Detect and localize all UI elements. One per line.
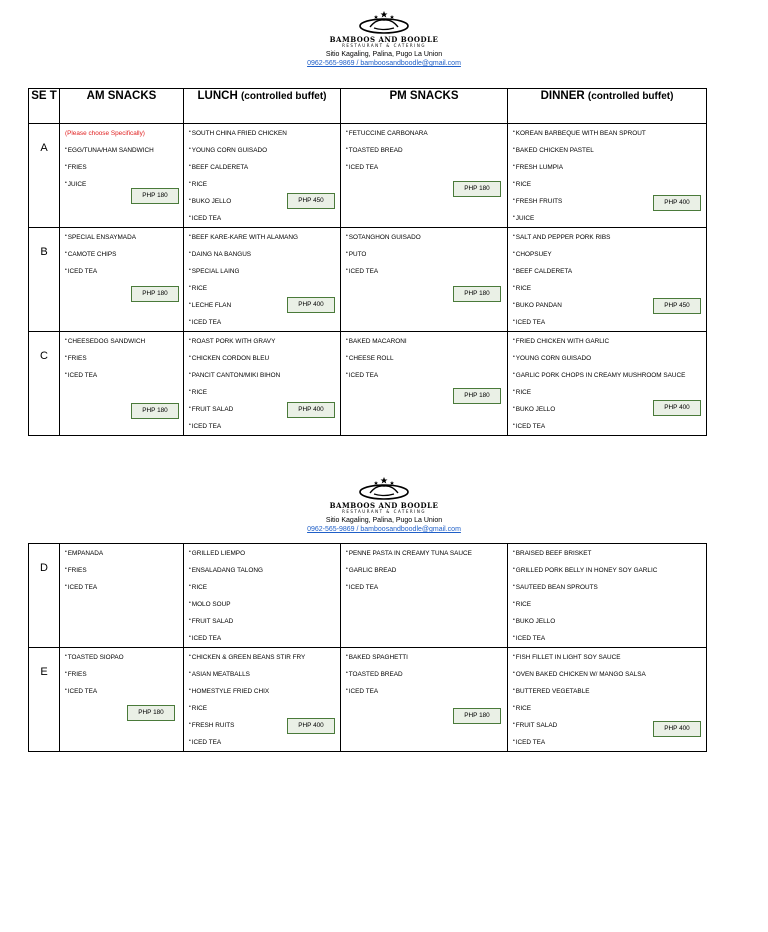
choose-note: (Please choose Specifically) [65, 130, 145, 137]
menu-item: • BAKED SPAGHETTI [346, 649, 507, 666]
menu-item: • ICED TEA [346, 367, 507, 384]
menu-item: • TOASTED BREAD [346, 666, 507, 683]
table-row [29, 228, 707, 332]
menu-item: • BAKED CHICKEN PASTEL [513, 142, 706, 159]
pm-snacks-cell [341, 544, 508, 648]
menu-item: • ICED TEA [346, 263, 507, 280]
menu-item: • ROAST PORK WITH GRAVY [189, 333, 340, 350]
menu-item: • RICE [513, 176, 706, 193]
brand-name: BAMBOOS AND BOODLE [329, 501, 439, 510]
menu-item: • TOASTED SIOPAO [65, 649, 183, 666]
menu-item: • ICED TEA [189, 314, 340, 331]
menu-item: • BRAISED BEEF BRISKET [513, 545, 706, 562]
menu-item: • BUKO JELLO [189, 193, 340, 210]
menu-item: • BUKO JELLO [513, 401, 706, 418]
menu-item: • RICE [513, 596, 706, 613]
menu-item: • LECHE FLAN [189, 297, 340, 314]
menu-item: • ICED TEA [513, 418, 706, 435]
price-box: PHP 180 [453, 286, 501, 302]
lunch-cell [184, 544, 341, 648]
address: Sitio Kagaling, Palina, Pugo La Union [325, 517, 443, 524]
col-header-set: SE T [29, 89, 60, 124]
menu-item: • CHICKEN & GREEN BEANS STIR FRY [189, 649, 340, 666]
menu-item: • HOMESTYLE FRIED CHIX [189, 683, 340, 700]
menu-item: • GARLIC BREAD [346, 562, 507, 579]
menu-item: • CHEESE ROLL [346, 350, 507, 367]
menu-item: • ICED TEA [189, 418, 340, 435]
menu-item: • FRESH FRUITS [513, 193, 706, 210]
table-row [29, 648, 707, 752]
menu-item: • BEEF CALDERETA [189, 159, 340, 176]
menu-item: • SALT AND PEPPER PORK RIBS [513, 229, 706, 246]
menu-item: • ICED TEA [65, 683, 183, 700]
table-row [29, 332, 707, 436]
menu-item: • FRUIT SALAD [513, 717, 706, 734]
brand-subtitle: RESTAURANT & CATERING [342, 43, 426, 48]
menu-item: • ASIAN MEATBALLS [189, 666, 340, 683]
menu-item: • RICE [189, 700, 340, 717]
pm-snacks-cell [341, 228, 508, 332]
menu-item: • GARLIC PORK CHOPS IN CREAMY MUSHROOM SAUCE [513, 367, 706, 384]
menu-item: • RICE [513, 280, 706, 297]
dinner-cell [508, 124, 707, 228]
menu-item: • ICED TEA [189, 630, 340, 647]
price-box: PHP 400 [287, 718, 335, 734]
menu-item: • SAUTEED BEAN SPROUTS [513, 579, 706, 596]
menu-item: • CHOPSUEY [513, 246, 706, 263]
menu-item: • FRESH RUITS [189, 717, 340, 734]
menu-item: • SPECIAL LAING [189, 263, 340, 280]
menu-item: • FRIES [65, 350, 183, 367]
am-snacks-cell [60, 124, 184, 228]
menu-item: • JUICE [513, 210, 706, 227]
pm-snacks-cell [341, 124, 508, 228]
menu-item: • BEEF CALDERETA [513, 263, 706, 280]
menu-item: • SPECIAL ENSAYMADA [65, 229, 183, 246]
menu-item: • MOLO SOUP [189, 596, 340, 613]
restaurant-logo-icon [354, 10, 414, 36]
menu-item: • RICE [513, 384, 706, 401]
menu-item: • DAING NA BANGUS [189, 246, 340, 263]
am-snacks-cell [60, 544, 184, 648]
menu-item: • ICED TEA [513, 734, 706, 751]
menu-item: • ICED TEA [65, 263, 183, 280]
menu-item: • RICE [189, 579, 340, 596]
price-box: PHP 400 [287, 297, 335, 313]
price-box: PHP 400 [653, 400, 701, 416]
menu-item: • ICED TEA [189, 210, 340, 227]
table-row [29, 544, 707, 648]
contact-link[interactable]: 0962-565-9869 / bamboosandboodle@gmail.com [307, 60, 461, 67]
menu-item: • CHEESEDOG SANDWICH [65, 333, 183, 350]
price-box: PHP 450 [287, 193, 335, 209]
am-snacks-cell [60, 228, 184, 332]
menu-table-2 [28, 543, 707, 752]
menu-item: • KOREAN BARBEQUE WITH BEAN SPROUT [513, 125, 706, 142]
col-header-lunch: LUNCH (controlled buffet) [184, 89, 341, 124]
menu-item: • ICED TEA [189, 734, 340, 751]
menu-item: • FRIES [65, 666, 183, 683]
lunch-cell [184, 332, 341, 436]
menu-item: • FRIES [65, 159, 183, 176]
price-box: PHP 180 [131, 403, 179, 419]
menu-item: • ICED TEA [346, 159, 507, 176]
menu-item: • PENNE PASTA IN CREAMY TUNA SAUCE [346, 545, 507, 562]
menu-item: • RICE [189, 280, 340, 297]
menu-item: • BUTTERED VEGETABLE [513, 683, 706, 700]
set-label: B [29, 228, 60, 332]
menu-table-1 [28, 88, 707, 436]
price-box: PHP 180 [453, 181, 501, 197]
menu-item: • ICED TEA [346, 683, 507, 700]
price-box: PHP 400 [653, 721, 701, 737]
col-header-dinner: DINNER (controlled buffet) [508, 89, 707, 124]
menu-item: • BAKED MACARONI [346, 333, 507, 350]
set-label: C [29, 332, 60, 436]
pm-snacks-cell [341, 648, 508, 752]
set-label: E [29, 648, 60, 752]
price-box: PHP 180 [131, 188, 179, 204]
dinner-cell [508, 332, 707, 436]
menu-item: • OVEN BAKED CHICKEN W/ MANGO SALSA [513, 666, 706, 683]
col-header-pm-snacks: PM SNACKS [341, 89, 508, 124]
menu-item: • SOUTH CHINA FRIED CHICKEN [189, 125, 340, 142]
dinner-cell [508, 228, 707, 332]
menu-item: • EGG/TUNA/HAM SANDWICH [65, 142, 183, 159]
col-header-am-snacks: AM SNACKS [60, 89, 184, 124]
menu-item: • BUKO JELLO [513, 613, 706, 630]
menu-item: • GRILLED LIEMPO [189, 545, 340, 562]
lunch-cell [184, 648, 341, 752]
menu-item: • SOTANGHON GUISADO [346, 229, 507, 246]
menu-item: • TOASTED BREAD [346, 142, 507, 159]
lunch-cell [184, 228, 341, 332]
table-header-row [29, 89, 707, 124]
menu-item: • YOUNG CORN GUISADO [189, 142, 340, 159]
menu-item: • ICED TEA [513, 314, 706, 331]
table-row [29, 124, 707, 228]
menu-item: • ICED TEA [65, 367, 183, 384]
pm-snacks-cell [341, 332, 508, 436]
menu-item: • ICED TEA [513, 630, 706, 647]
menu-item: • ICED TEA [65, 579, 183, 596]
letterhead-top [0, 10, 768, 68]
brand-subtitle: RESTAURANT & CATERING [342, 509, 426, 514]
brand-name: BAMBOOS AND BOODLE [329, 35, 439, 44]
menu-item: • ICED TEA [346, 579, 507, 596]
price-box: PHP 450 [653, 298, 701, 314]
lunch-cell [184, 124, 341, 228]
menu-item: • RICE [189, 176, 340, 193]
price-box: PHP 180 [453, 708, 501, 724]
menu-item: • BUKO PANDAN [513, 297, 706, 314]
menu-item: • BEEF KARE-KARE WITH ALAMANG [189, 229, 340, 246]
am-snacks-cell [60, 332, 184, 436]
restaurant-logo-icon [354, 476, 414, 502]
price-box: PHP 400 [653, 195, 701, 211]
menu-item: • FRUIT SALAD [189, 401, 340, 418]
menu-item: • FRIED CHICKEN WITH GARLIC [513, 333, 706, 350]
price-box: PHP 400 [287, 402, 335, 418]
menu-item: • PANCIT CANTON/MIKI BIHON [189, 367, 340, 384]
menu-item: • FISH FILLET IN LIGHT SOY SAUCE [513, 649, 706, 666]
menu-item: • EMPANADA [65, 545, 183, 562]
address: Sitio Kagaling, Palina, Pugo La Union [325, 51, 443, 58]
menu-item: • RICE [513, 700, 706, 717]
menu-item: • CAMOTE CHIPS [65, 246, 183, 263]
set-label: D [29, 544, 60, 648]
price-box: PHP 180 [131, 286, 179, 302]
letterhead-bottom [0, 476, 768, 534]
price-box: PHP 180 [453, 388, 501, 404]
menu-item: • ENSALADANG TALONG [189, 562, 340, 579]
menu-item: • FRUIT SALAD [189, 613, 340, 630]
price-box: PHP 180 [127, 705, 175, 721]
menu-item: • FRESH LUMPIA [513, 159, 706, 176]
dinner-cell [508, 544, 707, 648]
menu-item: • RICE [189, 384, 340, 401]
contact-link[interactable]: 0962-565-9869 / bamboosandboodle@gmail.com [307, 526, 461, 533]
menu-item: • YOUNG CORN GUISADO [513, 350, 706, 367]
menu-item: • CHICKEN CORDON BLEU [189, 350, 340, 367]
menu-item: • FETUCCINE CARBONARA [346, 125, 507, 142]
am-snacks-cell [60, 648, 184, 752]
menu-item: • JUICE [65, 176, 183, 193]
dinner-cell [508, 648, 707, 752]
set-label: A [29, 124, 60, 228]
menu-item: • PUTO [346, 246, 507, 263]
menu-item: • FRIES [65, 562, 183, 579]
menu-item: • GRILLED PORK BELLY IN HONEY SOY GARLIC [513, 562, 706, 579]
